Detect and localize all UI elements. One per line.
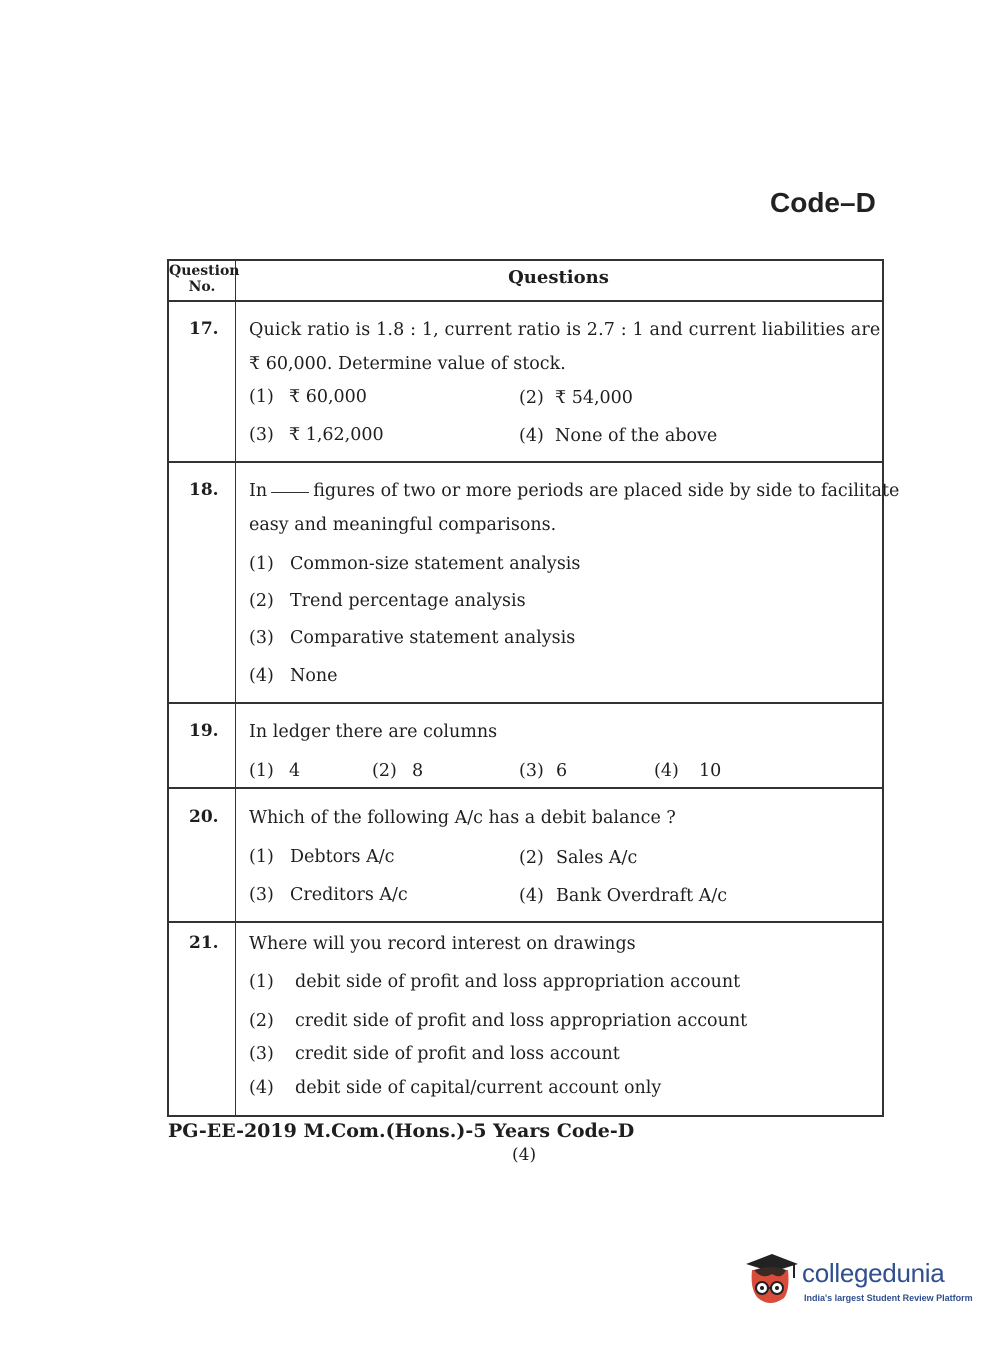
question-18-text-line2: easy and meaningful comparisons. [249,515,557,535]
option-number: (3) [519,761,544,781]
row-divider [169,787,882,789]
option-number: (3) [249,628,274,648]
question-17-text-line2: ₹ 60,000. Determine value of stock. [249,354,566,374]
row-divider [169,921,882,923]
option-number: (4) [519,886,544,906]
row-divider [169,461,882,463]
question-18-prefix: In [249,481,268,501]
option-number: (4) [249,666,274,686]
option-number: (4) [519,426,544,446]
student-mascot-icon [742,1250,798,1310]
questions-table [167,259,900,1117]
option-text: Creditors A/c [290,885,408,905]
question-20-text: Which of the following A/c has a debit balance ? [249,808,676,828]
option-number: (2) [249,1011,274,1031]
column-header-line1: Question [169,263,240,279]
option-number: (3) [249,885,274,905]
question-18-text-line1 [249,480,899,502]
option-number: (2) [519,388,544,408]
column-header-line2: No. [188,279,216,295]
option-text: credit side of profit and loss account [295,1044,620,1064]
option-text: credit side of profit and loss appropriation account [295,1011,748,1031]
column-header-questions: Questions [508,267,609,288]
option-text: Comparative statement analysis [290,628,576,648]
option-text: ₹ 1,62,000 [289,425,384,445]
option-text: Common-size statement analysis [290,554,581,574]
column-header-question-no [169,263,240,295]
question-number-21: 21. [189,933,219,953]
option-text: 4 [289,761,301,781]
question-18-rest: figures of two or more periods are placed side by side to facilitate [313,481,900,501]
logo-tagline: India's largest Student Review Platform [804,1293,973,1303]
paper-code: Code–D [770,187,876,218]
question-number-18: 18. [189,480,219,500]
page-number: (4) [512,1145,537,1165]
option-text: Debtors A/c [290,847,395,867]
option-text: ₹ 54,000 [555,388,633,408]
option-number: (3) [249,425,274,445]
question-17-text-line1: Quick ratio is 1.8 : 1, current ratio is 2.7 : 1 and current liabilities are [249,320,881,340]
row-divider [169,702,882,704]
option-number: (3) [249,1044,274,1064]
question-number-17: 17. [189,319,219,339]
fill-in-blank [271,492,309,493]
question-21-text: Where will you record interest on drawings [249,934,636,954]
option-text: Trend percentage analysis [290,591,526,611]
option-text: 6 [556,761,568,781]
option-number: (1) [249,761,274,781]
option-text: debit side of capital/current account only [295,1078,662,1098]
option-number: (1) [249,972,274,992]
option-text: ₹ 60,000 [289,387,367,407]
footer-exam-title: PG-EE-2019 M.Com.(Hons.)-5 Years Code-D [168,1120,635,1142]
option-number: (1) [249,554,274,574]
option-number: (2) [249,591,274,611]
option-number: (4) [249,1078,274,1098]
option-text: None [290,666,338,686]
question-number-19: 19. [189,721,219,741]
option-text: 8 [412,761,424,781]
option-number: (1) [249,387,274,407]
collegedunia-logo[interactable] [742,1250,972,1310]
option-text: None of the above [555,426,718,446]
option-number: (1) [249,847,274,867]
option-number: (2) [372,761,397,781]
option-number: (2) [519,848,544,868]
option-text: debit side of profit and loss appropriation account [295,972,741,992]
logo-wordmark: collegedunia [802,1258,945,1288]
question-number-20: 20. [189,807,219,827]
column-divider [235,261,236,1115]
option-text: 10 [699,761,722,781]
option-number: (4) [654,761,679,781]
option-text: Sales A/c [556,848,638,868]
option-text: Bank Overdraft A/c [556,886,728,906]
header-divider [169,300,882,302]
question-19-text: In ledger there are columns [249,722,498,742]
